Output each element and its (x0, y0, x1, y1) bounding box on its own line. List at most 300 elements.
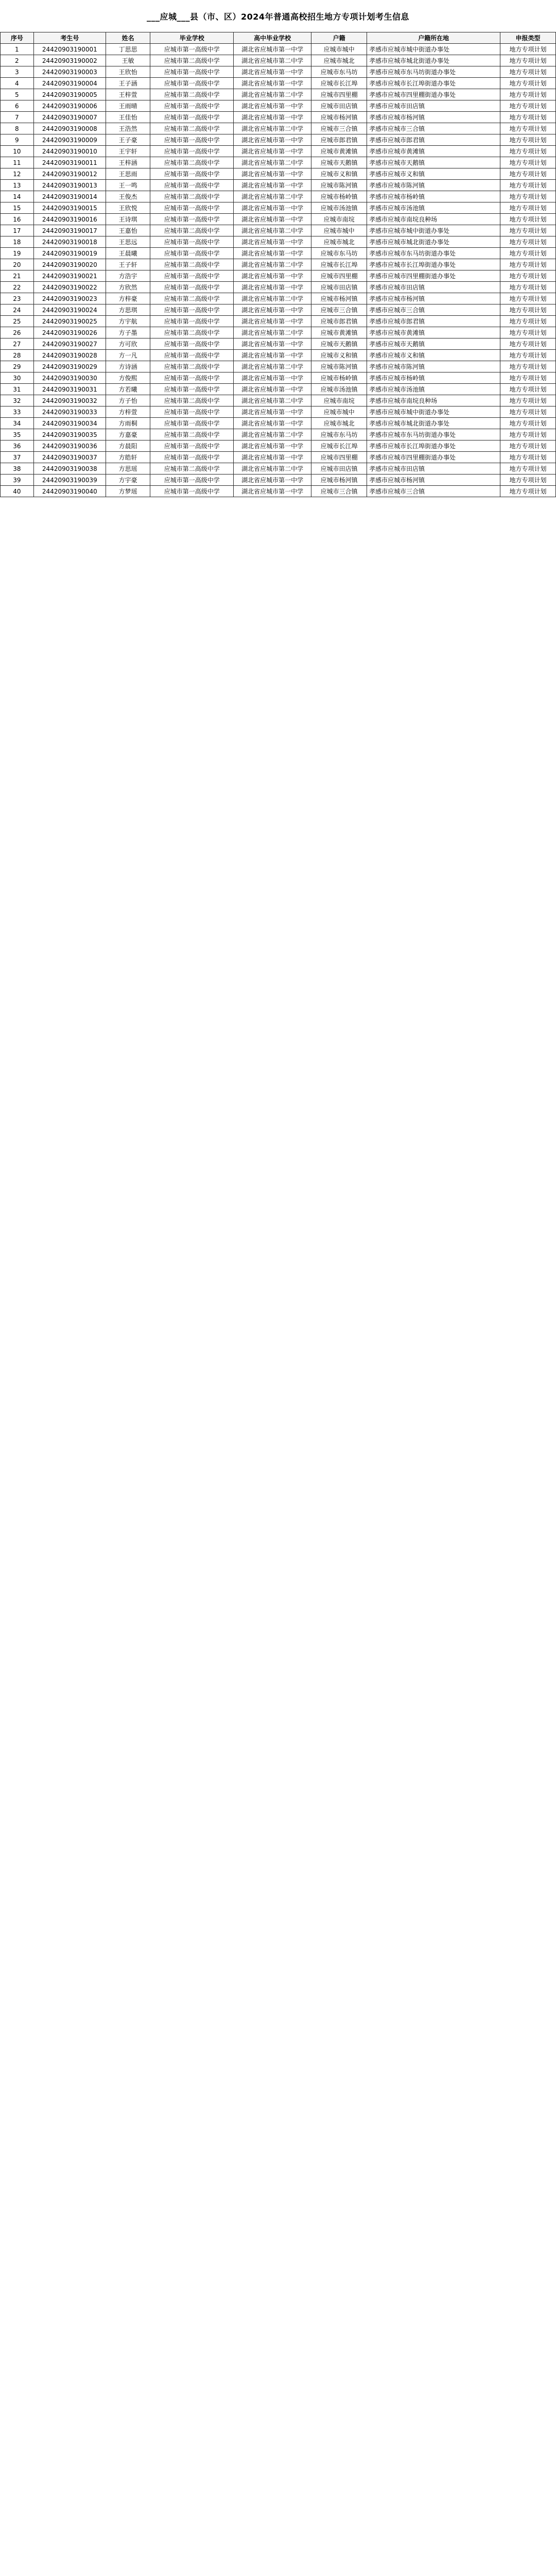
table-cell: 应城市第一高级中学 (150, 372, 234, 384)
table-cell: 应城市汤池镇 (311, 202, 367, 214)
table-cell: 14 (1, 191, 34, 202)
table-cell: 应城市城中 (311, 225, 367, 236)
table-cell: 王思雨 (106, 168, 150, 180)
table-cell: 孝感市应城市长江埠街道办事处 (367, 259, 500, 270)
table-cell: 应城市第一高级中学 (150, 338, 234, 350)
table-cell: 地方专项计划 (500, 418, 556, 429)
table-cell: 应城市杨岭镇 (311, 372, 367, 384)
table-cell: 王敏 (106, 55, 150, 66)
table-cell: 应城市城中 (311, 44, 367, 55)
table-cell: 21 (1, 270, 34, 282)
table-cell: 方俊熙 (106, 372, 150, 384)
table-cell: 湖北省应城市第一中学 (234, 282, 311, 293)
table-cell: 24420903190033 (33, 406, 106, 418)
table-cell: 王俊杰 (106, 191, 150, 202)
table-row (1, 327, 556, 338)
table-row (1, 361, 556, 372)
table-cell: 24420903190012 (33, 168, 106, 180)
table-cell: 应城市郎君镇 (311, 316, 367, 327)
table-cell: 应城市第一高级中学 (150, 316, 234, 327)
table-cell: 22 (1, 282, 34, 293)
table-cell: 方晨阳 (106, 440, 150, 452)
table-cell: 应城市第二高级中学 (150, 395, 234, 406)
table-row (1, 463, 556, 474)
table-cell: 王宇轩 (106, 146, 150, 157)
table-cell: 应城市东马坊 (311, 248, 367, 259)
table-cell: 6 (1, 100, 34, 112)
table-cell: 王雨晴 (106, 100, 150, 112)
table-cell: 孝感市应城市东马坊街道办事处 (367, 429, 500, 440)
table-cell: 方梦瑶 (106, 486, 150, 497)
table-cell: 25 (1, 316, 34, 327)
table-cell: 应城市田店镇 (311, 463, 367, 474)
table-cell: 应城市南垸 (311, 214, 367, 225)
table-cell: 28 (1, 350, 34, 361)
table-cell: 应城市第一高级中学 (150, 440, 234, 452)
table-cell: 12 (1, 168, 34, 180)
table-container (0, 32, 556, 2576)
table-cell: 孝感市应城市杨岭镇 (367, 191, 500, 202)
table-cell: 应城市第二高级中学 (150, 327, 234, 338)
table-cell: 应城市第一高级中学 (150, 406, 234, 418)
table-cell: 地方专项计划 (500, 89, 556, 100)
table-cell: 地方专项计划 (500, 44, 556, 55)
table-cell: 地方专项计划 (500, 202, 556, 214)
table-cell: 孝感市应城市陈河镇 (367, 180, 500, 191)
table-cell: 地方专项计划 (500, 168, 556, 180)
table-cell: 应城市义和镇 (311, 168, 367, 180)
table-cell: 24420903190037 (33, 452, 106, 463)
table-cell: 24420903190019 (33, 248, 106, 259)
table-cell: 应城市三合镇 (311, 304, 367, 316)
header-exam-number: 考生号 (33, 32, 106, 44)
table-cell: 7 (1, 112, 34, 123)
table-row (1, 248, 556, 259)
table-cell: 王嘉怡 (106, 225, 150, 236)
table-cell: 9 (1, 134, 34, 146)
table-cell: 24420903190034 (33, 418, 106, 429)
table-cell: 湖北省应城市第一中学 (234, 44, 311, 55)
table-cell: 24420903190020 (33, 259, 106, 270)
table-cell: 应城市天鹅镇 (311, 157, 367, 168)
table-cell: 33 (1, 406, 34, 418)
table-cell: 地方专项计划 (500, 112, 556, 123)
table-cell: 地方专项计划 (500, 293, 556, 304)
table-cell: 王梓涵 (106, 157, 150, 168)
table-row (1, 157, 556, 168)
table-cell: 孝感市应城市杨河镇 (367, 474, 500, 486)
table-cell: 应城市第一高级中学 (150, 134, 234, 146)
table-cell: 孝感市应城市田店镇 (367, 463, 500, 474)
table-cell: 24420903190038 (33, 463, 106, 474)
table-cell: 孝感市应城市三合镇 (367, 123, 500, 134)
table-cell: 王佳怡 (106, 112, 150, 123)
table-cell: 湖北省应城市第一中学 (234, 486, 311, 497)
table-cell: 24420903190024 (33, 304, 106, 316)
table-cell: 24420903190031 (33, 384, 106, 395)
table-cell: 24420903190001 (33, 44, 106, 55)
table-cell: 应城市第一高级中学 (150, 236, 234, 248)
table-cell: 地方专项计划 (500, 78, 556, 89)
table-cell: 24420903190027 (33, 338, 106, 350)
table-cell: 24420903190018 (33, 236, 106, 248)
table-cell: 24 (1, 304, 34, 316)
table-row (1, 338, 556, 350)
table-cell: 地方专项计划 (500, 338, 556, 350)
table-cell: 24420903190016 (33, 214, 106, 225)
table-cell: 孝感市应城市城北街道办事处 (367, 236, 500, 248)
table-row (1, 100, 556, 112)
table-row (1, 372, 556, 384)
table-row (1, 316, 556, 327)
table-cell: 24420903190015 (33, 202, 106, 214)
table-cell: 孝感市应城市城中街道办事处 (367, 406, 500, 418)
table-cell: 应城市第二高级中学 (150, 191, 234, 202)
table-cell: 孝感市应城市三合镇 (367, 304, 500, 316)
table-cell: 应城市城北 (311, 236, 367, 248)
table-row (1, 225, 556, 236)
table-cell: 湖北省应城市第一中学 (234, 202, 311, 214)
table-cell: 湖北省应城市第二中学 (234, 191, 311, 202)
table-cell: 24420903190014 (33, 191, 106, 202)
table-cell: 地方专项计划 (500, 282, 556, 293)
table-cell: 3 (1, 66, 34, 78)
table-cell: 地方专项计划 (500, 361, 556, 372)
table-cell: 应城市第二高级中学 (150, 225, 234, 236)
table-cell: 24420903190002 (33, 55, 106, 66)
table-cell: 应城市陈河镇 (311, 361, 367, 372)
table-row (1, 452, 556, 463)
table-cell: 31 (1, 384, 34, 395)
table-cell: 王子豪 (106, 134, 150, 146)
table-cell: 地方专项计划 (500, 180, 556, 191)
table-cell: 29 (1, 361, 34, 372)
table-cell: 湖北省应城市第二中学 (234, 157, 311, 168)
table-cell: 孝感市应城市黄滩镇 (367, 327, 500, 338)
header-index: 序号 (1, 32, 34, 44)
table-cell: 湖北省应城市第一中学 (234, 304, 311, 316)
table-cell: 地方专项计划 (500, 350, 556, 361)
table-cell: 19 (1, 248, 34, 259)
table-cell: 孝感市应城市城中街道办事处 (367, 44, 500, 55)
table-cell: 39 (1, 474, 34, 486)
table-cell: 孝感市应城市杨河镇 (367, 293, 500, 304)
table-cell: 方皓轩 (106, 452, 150, 463)
table-cell: 应城市长江埠 (311, 440, 367, 452)
table-cell: 应城市第二高级中学 (150, 429, 234, 440)
table-cell: 方雨桐 (106, 418, 150, 429)
table-cell: 40 (1, 486, 34, 497)
table-cell: 37 (1, 452, 34, 463)
table-row (1, 440, 556, 452)
table-cell: 方浩宇 (106, 270, 150, 282)
table-cell: 应城市第一高级中学 (150, 202, 234, 214)
table-cell: 应城市第一高级中学 (150, 248, 234, 259)
table-cell: 24420903190008 (33, 123, 106, 134)
table-cell: 20 (1, 259, 34, 270)
table-cell: 湖北省应城市第一中学 (234, 316, 311, 327)
table-cell: 应城市第一高级中学 (150, 44, 234, 55)
table-cell: 24420903190032 (33, 395, 106, 406)
table-cell: 孝感市应城市东马坊街道办事处 (367, 248, 500, 259)
table-cell: 湖北省应城市第一中学 (234, 66, 311, 78)
table-cell: 24420903190011 (33, 157, 106, 168)
table-row (1, 214, 556, 225)
table-cell: 10 (1, 146, 34, 157)
table-cell: 湖北省应城市第一中学 (234, 418, 311, 429)
table-cell: 孝感市应城市陈河镇 (367, 361, 500, 372)
table-cell: 孝感市应城市郎君镇 (367, 316, 500, 327)
table-cell: 应城市城北 (311, 55, 367, 66)
table-cell: 应城市东马坊 (311, 66, 367, 78)
table-cell: 王欣怡 (106, 66, 150, 78)
table-cell: 24420903190026 (33, 327, 106, 338)
table-cell: 湖北省应城市第一中学 (234, 474, 311, 486)
table-cell: 湖北省应城市第二中学 (234, 463, 311, 474)
table-cell: 湖北省应城市第一中学 (234, 248, 311, 259)
table-cell: 应城市第一高级中学 (150, 100, 234, 112)
table-cell: 26 (1, 327, 34, 338)
table-cell: 孝感市应城市南垸良种场 (367, 214, 500, 225)
table-cell: 地方专项计划 (500, 327, 556, 338)
table-cell: 湖北省应城市第二中学 (234, 429, 311, 440)
table-cell: 地方专项计划 (500, 270, 556, 282)
table-cell: 方诗涵 (106, 361, 150, 372)
table-cell: 孝感市应城市郎君镇 (367, 134, 500, 146)
table-row (1, 134, 556, 146)
table-cell: 18 (1, 236, 34, 248)
table-cell: 8 (1, 123, 34, 134)
table-row (1, 259, 556, 270)
table-cell: 湖北省应城市第二中学 (234, 123, 311, 134)
table-cell: 应城市第一高级中学 (150, 452, 234, 463)
table-header (1, 32, 556, 44)
table-cell: 王诗琪 (106, 214, 150, 225)
table-cell: 方思瑶 (106, 463, 150, 474)
table-cell: 应城市田店镇 (311, 282, 367, 293)
table-cell: 地方专项计划 (500, 304, 556, 316)
table-cell: 地方专项计划 (500, 134, 556, 146)
table-cell: 孝感市应城市田店镇 (367, 100, 500, 112)
table-cell: 孝感市应城市义和镇 (367, 350, 500, 361)
table-cell: 17 (1, 225, 34, 236)
table-cell: 湖北省应城市第二中学 (234, 55, 311, 66)
table-cell: 4 (1, 78, 34, 89)
table-cell: 24420903190010 (33, 146, 106, 157)
table-cell: 应城市四里棚 (311, 270, 367, 282)
table-cell: 方嘉豪 (106, 429, 150, 440)
table-row (1, 191, 556, 202)
table-cell: 方欣然 (106, 282, 150, 293)
table-cell: 湖北省应城市第一中学 (234, 168, 311, 180)
table-cell: 方子怡 (106, 395, 150, 406)
table-cell: 湖北省应城市第一中学 (234, 372, 311, 384)
table-cell: 湖北省应城市第一中学 (234, 146, 311, 157)
table-cell: 应城市杨河镇 (311, 293, 367, 304)
table-cell: 23 (1, 293, 34, 304)
table-cell: 24420903190005 (33, 89, 106, 100)
table-cell: 地方专项计划 (500, 440, 556, 452)
table-cell: 湖北省应城市第二中学 (234, 293, 311, 304)
table-cell: 24420903190003 (33, 66, 106, 78)
table-cell: 24420903190029 (33, 361, 106, 372)
table-cell: 34 (1, 418, 34, 429)
table-cell: 湖北省应城市第一中学 (234, 112, 311, 123)
table-cell: 应城市第一高级中学 (150, 168, 234, 180)
table-cell: 应城市第二高级中学 (150, 259, 234, 270)
table-cell: 湖北省应城市第二中学 (234, 225, 311, 236)
table-cell: 应城市东马坊 (311, 429, 367, 440)
table-cell: 24420903190006 (33, 100, 106, 112)
table-cell: 王子涵 (106, 78, 150, 89)
table-cell: 24420903190040 (33, 486, 106, 497)
table-cell: 应城市南垸 (311, 395, 367, 406)
table-cell: 应城市第二高级中学 (150, 361, 234, 372)
table-cell: 地方专项计划 (500, 395, 556, 406)
table-cell: 24420903190023 (33, 293, 106, 304)
table-cell: 应城市第二高级中学 (150, 123, 234, 134)
table-cell: 应城市三合镇 (311, 123, 367, 134)
table-row (1, 486, 556, 497)
table-row (1, 429, 556, 440)
table-row (1, 236, 556, 248)
table-cell: 16 (1, 214, 34, 225)
table-cell: 应城市第二高级中学 (150, 89, 234, 100)
table-cell: 湖北省应城市第一中学 (234, 338, 311, 350)
table-cell: 湖北省应城市第一中学 (234, 270, 311, 282)
table-cell: 应城市城北 (311, 418, 367, 429)
table-cell: 地方专项计划 (500, 225, 556, 236)
table-row (1, 418, 556, 429)
table-cell: 应城市三合镇 (311, 486, 367, 497)
table-cell: 应城市第一高级中学 (150, 418, 234, 429)
table-cell: 湖北省应城市第二中学 (234, 327, 311, 338)
table-cell: 24420903190021 (33, 270, 106, 282)
table-row (1, 78, 556, 89)
table-row (1, 89, 556, 100)
table-cell: 应城市第二高级中学 (150, 293, 234, 304)
table-cell: 应城市杨河镇 (311, 474, 367, 486)
table-cell: 孝感市应城市四里棚街道办事处 (367, 452, 500, 463)
table-cell: 孝感市应城市城中街道办事处 (367, 225, 500, 236)
table-cell: 地方专项计划 (500, 463, 556, 474)
table-cell: 湖北省应城市第一中学 (234, 452, 311, 463)
table-cell: 湖北省应城市第二中学 (234, 89, 311, 100)
table-cell: 孝感市应城市黄滩镇 (367, 146, 500, 157)
table-cell: 应城市长江埠 (311, 259, 367, 270)
table-cell: 38 (1, 463, 34, 474)
table-cell: 孝感市应城市三合镇 (367, 486, 500, 497)
table-cell: 王欣悦 (106, 202, 150, 214)
table-cell: 地方专项计划 (500, 259, 556, 270)
table-cell: 湖北省应城市第一中学 (234, 214, 311, 225)
table-cell: 湖北省应城市第一中学 (234, 134, 311, 146)
table-cell: 24420903190017 (33, 225, 106, 236)
table-row (1, 123, 556, 134)
table-cell: 应城市第一高级中学 (150, 486, 234, 497)
table-cell: 地方专项计划 (500, 474, 556, 486)
table-cell: 应城市第二高级中学 (150, 55, 234, 66)
table-cell: 应城市四里棚 (311, 452, 367, 463)
table-row (1, 304, 556, 316)
document-title: ___应城___县（市、区）2024年普通高校招生地方专项计划考生信息 (146, 11, 410, 22)
header-household-address: 户籍所在地 (367, 32, 500, 44)
table-cell: 方一凡 (106, 350, 150, 361)
title-area (0, 0, 556, 32)
table-cell: 应城市杨河镇 (311, 112, 367, 123)
table-cell: 孝感市应城市杨河镇 (367, 112, 500, 123)
table-cell: 方宇豪 (106, 474, 150, 486)
table-cell: 王一鸣 (106, 180, 150, 191)
header-high-school: 高中毕业学校 (234, 32, 311, 44)
table-cell: 应城市第一高级中学 (150, 282, 234, 293)
table-cell: 方梓豪 (106, 293, 150, 304)
table-cell: 方可欣 (106, 338, 150, 350)
table-cell: 地方专项计划 (500, 157, 556, 168)
table-cell: 应城市第一高级中学 (150, 350, 234, 361)
table-cell: 应城市第一高级中学 (150, 112, 234, 123)
table-cell: 24420903190009 (33, 134, 106, 146)
table-cell: 30 (1, 372, 34, 384)
table-cell: 方宇航 (106, 316, 150, 327)
table-cell: 方梓萱 (106, 406, 150, 418)
table-cell: 孝感市应城市杨岭镇 (367, 372, 500, 384)
table-cell: 地方专项计划 (500, 100, 556, 112)
table-cell: 湖北省应城市第二中学 (234, 361, 311, 372)
table-row (1, 293, 556, 304)
table-cell: 孝感市应城市四里棚街道办事处 (367, 89, 500, 100)
table-cell: 王晨曦 (106, 248, 150, 259)
table-cell: 应城市城中 (311, 406, 367, 418)
table-cell: 地方专项计划 (500, 123, 556, 134)
header-row (1, 32, 556, 44)
table-cell: 孝感市应城市长江埠街道办事处 (367, 440, 500, 452)
table-cell: 湖北省应城市第一中学 (234, 440, 311, 452)
table-cell: 应城市黄滩镇 (311, 327, 367, 338)
table-cell: 应城市第一高级中学 (150, 78, 234, 89)
table-cell: 方若曦 (106, 384, 150, 395)
table-cell: 应城市第一高级中学 (150, 66, 234, 78)
table-cell: 24420903190028 (33, 350, 106, 361)
table-cell: 应城市天鹅镇 (311, 338, 367, 350)
table-cell: 地方专项计划 (500, 55, 556, 66)
table-cell: 王浩然 (106, 123, 150, 134)
table-cell: 24420903190004 (33, 78, 106, 89)
table-cell: 应城市长江埠 (311, 78, 367, 89)
header-school: 毕业学校 (150, 32, 234, 44)
table-cell: 地方专项计划 (500, 452, 556, 463)
table-cell: 应城市汤池镇 (311, 384, 367, 395)
table-cell: 24420903190035 (33, 429, 106, 440)
table-cell: 24420903190036 (33, 440, 106, 452)
table-cell: 孝感市应城市义和镇 (367, 168, 500, 180)
table-row (1, 55, 556, 66)
header-name: 姓名 (106, 32, 150, 44)
table-cell: 地方专项计划 (500, 236, 556, 248)
table-row (1, 202, 556, 214)
table-cell: 15 (1, 202, 34, 214)
table-cell: 应城市第一高级中学 (150, 270, 234, 282)
table-row (1, 112, 556, 123)
table-cell: 孝感市应城市汤池镇 (367, 384, 500, 395)
table-cell: 35 (1, 429, 34, 440)
table-cell: 孝感市应城市城北街道办事处 (367, 55, 500, 66)
table-cell: 地方专项计划 (500, 146, 556, 157)
table-cell: 应城市郎君镇 (311, 134, 367, 146)
table-cell: 孝感市应城市汤池镇 (367, 202, 500, 214)
table-cell: 应城市第一高级中学 (150, 384, 234, 395)
table-cell: 2 (1, 55, 34, 66)
